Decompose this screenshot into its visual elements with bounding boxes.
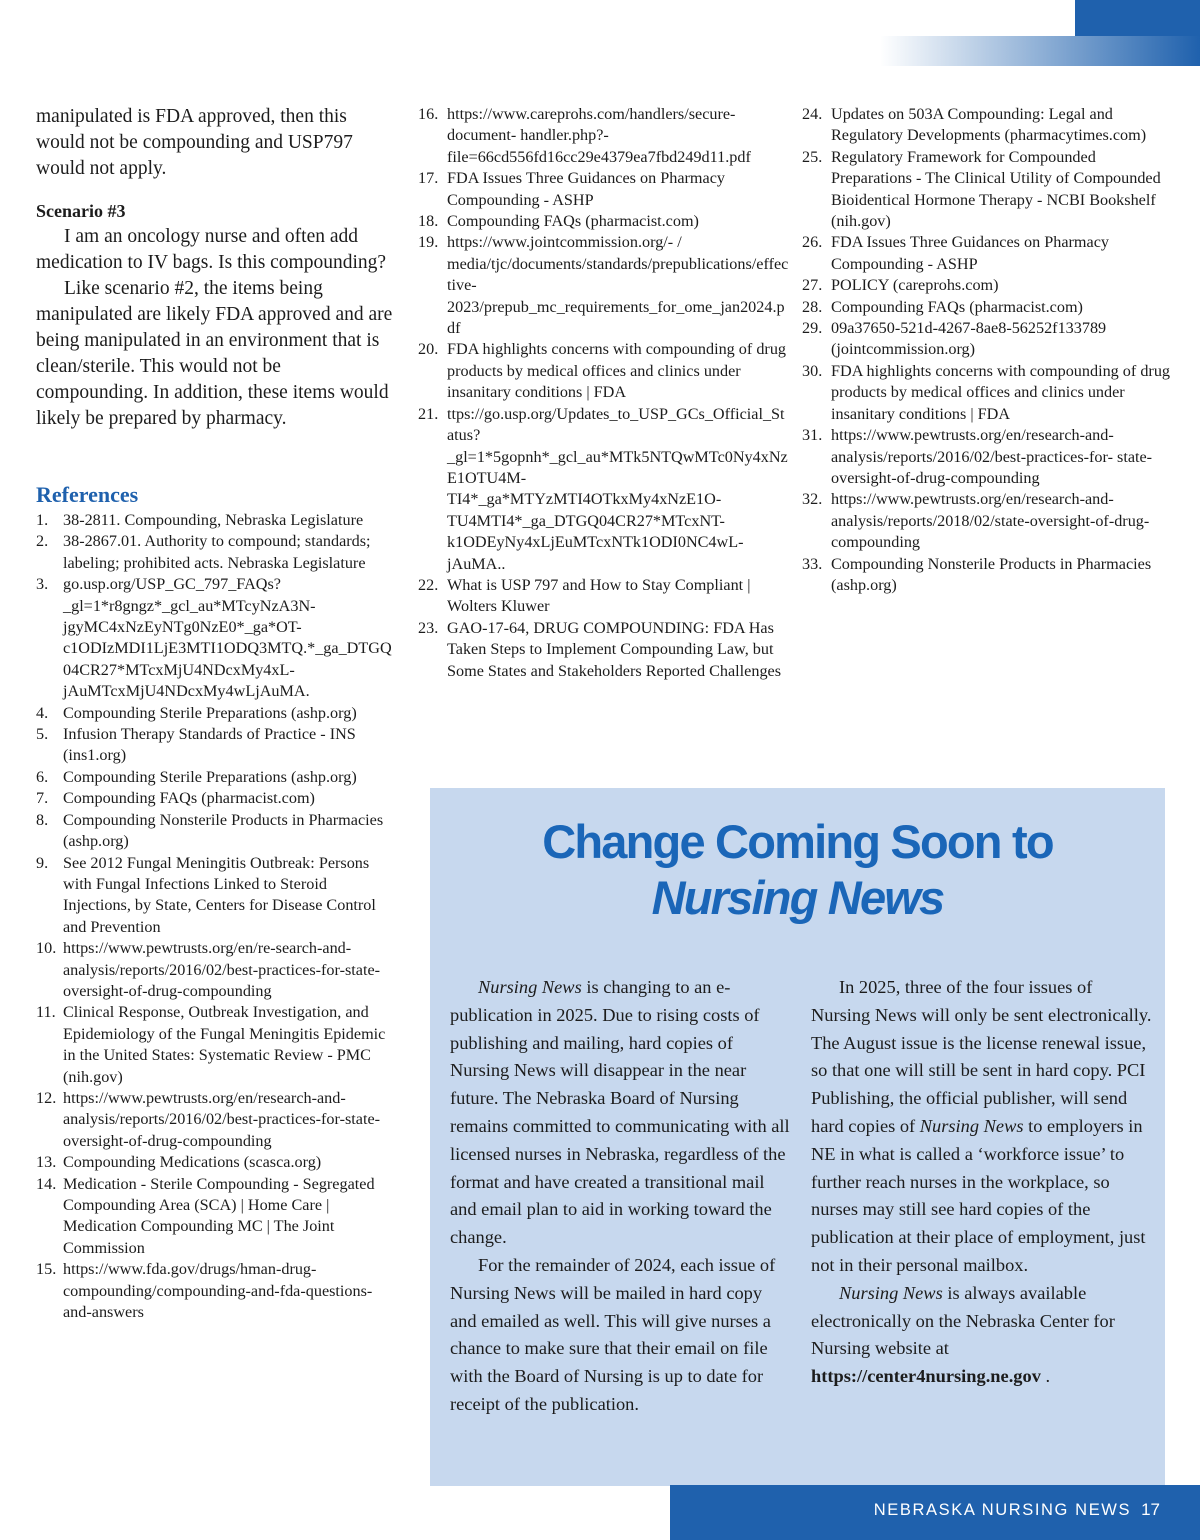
reference-item (802, 232, 1172, 275)
reference-text: FDA highlights concerns with compounding of drug products by medical offices and clinics under insanitary conditions | FDA (831, 361, 1171, 423)
reference-text: Compounding FAQs (pharmacist.com) (831, 297, 1083, 316)
column-right (802, 104, 1172, 596)
reference-item (36, 531, 396, 574)
reference-item (418, 168, 790, 211)
reference-text: Updates on 503A Compounding: Legal and Regulatory Developments (pharmacytimes.com) (831, 105, 1147, 145)
reference-item (802, 104, 1172, 147)
references-heading: References (36, 482, 139, 507)
reference-number: 27. (802, 276, 823, 295)
reference-item (418, 575, 790, 618)
publication-name: Nursing News (478, 977, 582, 997)
reference-text: What is USP 797 and How to Stay Compliant | Wolters Kluwer (447, 575, 751, 616)
reference-number: 4. (36, 703, 49, 722)
reference-text: go.usp.org/USP_GC_797_FAQs?_gl=1*r8gngz*_gcl_au*MTcyNzA3N-jgyMC4xNzEyNTg0NzE0*_ga*OT-c1ODIzMDI1LjE3MTI1ODQ3MTQ.*_ga_DTGQ04CR27*MTcxMjU4NDcxMy4xL-jAuMTcxMjU4NDcxMy4wLjAuMA. (63, 575, 392, 701)
reference-number: 30. (802, 361, 823, 380)
website-link[interactable]: https://center4nursing.ne.gov (811, 1366, 1041, 1387)
reference-text: https://www.fda.gov/drugs/hman-drug-compounding/compounding-and-fda-questions-and-answers (63, 1260, 373, 1322)
reference-list (418, 104, 790, 682)
reference-number: 25. (802, 147, 823, 166)
announcement-text: In 2025, three of the four issues of Nursing News will only be sent electronically. The August issue is the license renewal issue, so that one will still be sent in hard copy. PCI Publishing, the official publisher, will send hard copies of (811, 977, 1152, 1136)
reference-item (36, 938, 396, 1002)
announcement-title-line2: Nursing News (651, 871, 944, 924)
reference-text: Medication - Sterile Compounding - Segregated Compounding Area (SCA) | Home Care | Medication Compounding MC | The Joint Commission (63, 1174, 375, 1257)
reference-item (36, 788, 396, 809)
reference-text: GAO-17-64, DRUG COMPOUNDING: FDA Has Taken Steps to Implement Compounding Law, but Some States and Stakeholders Reported Challenges (447, 618, 782, 680)
announcement-text: is changing to an e-publication in 2025. Due to rising costs of publishing and mailing, hard copies of Nursing News will disappear in the near future. The Nebraska Board of Nursing remains committed to communicating with all licensed nurses in Nebraska, regardless of the format and have created a transitional mail and email plan to aid in working toward the change. (450, 977, 790, 1248)
reference-number: 26. (802, 233, 823, 252)
reference-item (36, 724, 396, 767)
announcement-title-line1: Change Coming Soon to (542, 815, 1053, 868)
reference-text: https://www.careprohs.com/handlers/secure-document- handler.php?-file=66cd556fd16cc29e4379ea7fbd249d11.pdf (447, 105, 751, 166)
reference-item (418, 339, 790, 403)
reference-text: Compounding FAQs (pharmacist.com) (63, 789, 315, 808)
page-number: 17 (1141, 1500, 1160, 1519)
reference-number: 21. (418, 404, 439, 423)
reference-item (802, 147, 1172, 233)
reference-item (36, 1152, 396, 1173)
reference-text: Compounding FAQs (pharmacist.com) (447, 212, 699, 231)
reference-text: Compounding Nonsterile Products in Pharmacies (ashp.org) (831, 554, 1152, 594)
reference-text: https://www.pewtrusts.org/en/re-search-and-analysis/reports/2016/02/best-practices-for-state-oversight-of-drug-compounding (63, 939, 381, 1000)
reference-text: https://www.jointcommission.org/- / media/tjc/documents/standards/prepublications/effective-2023/prepub_mc_requirements_for_ome_jan2024.pdf (447, 233, 789, 338)
reference-text: https://www.pewtrusts.org/en/research-and-analysis/reports/2016/02/best-practices-for-state-oversight-of-drug-compounding (63, 1088, 381, 1150)
reference-item (802, 297, 1172, 318)
column-left (36, 104, 396, 1323)
reference-text: POLICY (careprohs.com) (831, 276, 999, 295)
reference-text: 09a37650-521d-4267-8ae8-56252f133789 (jointcommission.org) (831, 319, 1107, 359)
reference-text: FDA Issues Three Guidances on Pharmacy Compounding - ASHP (831, 233, 1109, 273)
reference-item (36, 853, 396, 939)
publication-title: NEBRASKA NURSING NEWS (873, 1501, 1132, 1519)
header-color-block (1075, 0, 1200, 36)
announcement-paragraph (450, 974, 790, 1252)
reference-text: Regulatory Framework for Compounded Preparations - The Clinical Utility of Compounded Bioidentical Hormone Therapy - NCBI Bookshelf (nih.gov) (831, 147, 1161, 231)
reference-number: 11. (36, 1003, 56, 1022)
reference-item (418, 232, 790, 339)
reference-number: 19. (418, 233, 439, 252)
reference-number: 6. (36, 767, 49, 786)
reference-number: 7. (36, 789, 49, 808)
reference-item (36, 510, 396, 531)
reference-item (418, 618, 790, 682)
reference-item (802, 554, 1172, 597)
announcement-column-left (450, 974, 790, 1419)
footer-label (874, 1500, 1160, 1520)
reference-item (36, 767, 396, 788)
announcement-title (430, 814, 1165, 926)
reference-item (36, 810, 396, 853)
reference-item (36, 574, 396, 702)
reference-number: 29. (802, 319, 823, 338)
reference-list (36, 510, 396, 1323)
reference-text: Infusion Therapy Standards of Practice - INS (ins1.org) (63, 725, 356, 765)
publication-name: Nursing News (919, 1115, 1024, 1136)
reference-item (418, 104, 790, 168)
announcement-text: is always available electronically on the Nebraska Center for Nursing website at (811, 1282, 1115, 1359)
reference-text: FDA Issues Three Guidances on Pharmacy Compounding - ASHP (447, 169, 725, 209)
announcement-column-right (811, 974, 1155, 1391)
footer-bar (670, 1485, 1200, 1540)
reference-number: 15. (36, 1260, 57, 1279)
column-middle (418, 104, 790, 682)
reference-item (36, 1174, 396, 1260)
reference-number: 2. (36, 532, 49, 551)
reference-text: FDA highlights concerns with compounding of drug products by medical offices and clinics under insanitary conditions | FDA (447, 340, 787, 402)
reference-text: https://www.pewtrusts.org/en/research-and-analysis/reports/2018/02/state-oversight-of-drug-compounding (831, 490, 1150, 552)
announcement-box (430, 788, 1165, 1486)
reference-text: 38-2811. Compounding, Nebraska Legislature (63, 511, 364, 529)
reference-text: ttps://go.usp.org/Updates_to_USP_GCs_Official_Status?_gl=1*5gopnh*_gcl_au*MTk5NTQwMTc0Ny4xNzE1OTU4M-TI4*_ga*MTYzMTI4OTkxMy4xNzE1O-TU4MTI4*_ga_DTGQ04CR27*MTcxNT-k1ODEyNy4xLjEuMTcxNTk1ODI0NC4wL-jAuMA.. (447, 404, 788, 573)
reference-number: 10. (36, 939, 57, 958)
announcement-text: to employers in NE in what is called a ‘workforce issue’ to further reach nurses in the workplace, so nurses may still see hard copies of the publication at their place of employment, just not in their personal mailbox. (811, 1115, 1146, 1275)
reference-text: See 2012 Fungal Meningitis Outbreak: Persons with Fungal Infections Linked to Steroid Injections, by State, Centers for Disease Control and Prevention (63, 853, 376, 936)
reference-text: Clinical Response, Outbreak Investigation, and Epidemiology of the Fungal Meningitis Epidemic in the United States: Systematic Review - PMC (nih.gov) (63, 1003, 386, 1086)
reference-text: https://www.pewtrusts.org/en/research-and-analysis/reports/2016/02/best-practices-for- state-oversight-of-drug-compounding (831, 426, 1153, 487)
reference-number: 9. (36, 853, 49, 872)
reference-item (418, 404, 790, 575)
reference-number: 3. (36, 575, 49, 594)
reference-item (36, 703, 396, 724)
intro-paragraph: manipulated is FDA approved, then this would not be compounding and USP797 would not apply. (36, 106, 353, 179)
reference-item (418, 211, 790, 232)
reference-list (802, 104, 1172, 596)
reference-number: 12. (36, 1088, 57, 1107)
header-gradient-strip (880, 36, 1200, 66)
reference-text: Compounding Nonsterile Products in Pharmacies (ashp.org) (63, 810, 384, 851)
reference-number: 17. (418, 169, 439, 188)
reference-number: 18. (418, 212, 439, 231)
reference-number: 31. (802, 426, 823, 445)
reference-number: 1. (36, 511, 49, 529)
reference-number: 13. (36, 1153, 57, 1172)
announcement-text: . (1040, 1366, 1051, 1387)
publication-name: Nursing News (839, 1282, 943, 1303)
announcement-paragraph (811, 974, 1155, 1280)
scenario-answer: Like scenario #2, the items being manipulated are likely FDA approved and are being manipulated in an environment that is clean/sterile. This would not be compounding. In addition, these items would likely be prepared by pharmacy. (36, 278, 393, 429)
scenario-heading: Scenario #3 (36, 201, 126, 221)
reference-text: Compounding Sterile Preparations (ashp.org) (63, 703, 357, 722)
reference-number: 16. (418, 105, 439, 123)
reference-item (802, 275, 1172, 296)
reference-number: 32. (802, 490, 823, 509)
reference-number: 23. (418, 618, 439, 637)
reference-item (36, 1088, 396, 1152)
reference-number: 28. (802, 297, 823, 316)
reference-number: 24. (802, 105, 823, 123)
reference-number: 33. (802, 554, 823, 573)
reference-number: 14. (36, 1174, 57, 1193)
reference-text: 38-2867.01. Authority to compound; standards; labeling; prohibited acts. Nebraska Legislature (63, 532, 371, 572)
reference-item (802, 489, 1172, 553)
scenario-question: I am an oncology nurse and often add medication to IV bags. Is this compounding? (36, 226, 387, 273)
reference-item (802, 318, 1172, 361)
reference-number: 8. (36, 810, 49, 829)
reference-item (36, 1002, 396, 1088)
announcement-paragraph (811, 1280, 1155, 1391)
reference-number: 22. (418, 575, 439, 594)
reference-text: Compounding Sterile Preparations (ashp.org) (63, 767, 357, 786)
reference-number: 20. (418, 340, 439, 359)
reference-item (36, 1259, 396, 1323)
reference-number: 5. (36, 725, 49, 744)
announcement-paragraph: For the remainder of 2024, each issue of Nursing News will be mailed in hard copy and emailed as well. This will give nurses a chance to make sure that their email on file with the Board of Nursing is up to date for receipt of the publication. (450, 1254, 776, 1414)
reference-item (802, 361, 1172, 425)
reference-text: Compounding Medications (scasca.org) (63, 1153, 322, 1172)
reference-item (802, 425, 1172, 489)
